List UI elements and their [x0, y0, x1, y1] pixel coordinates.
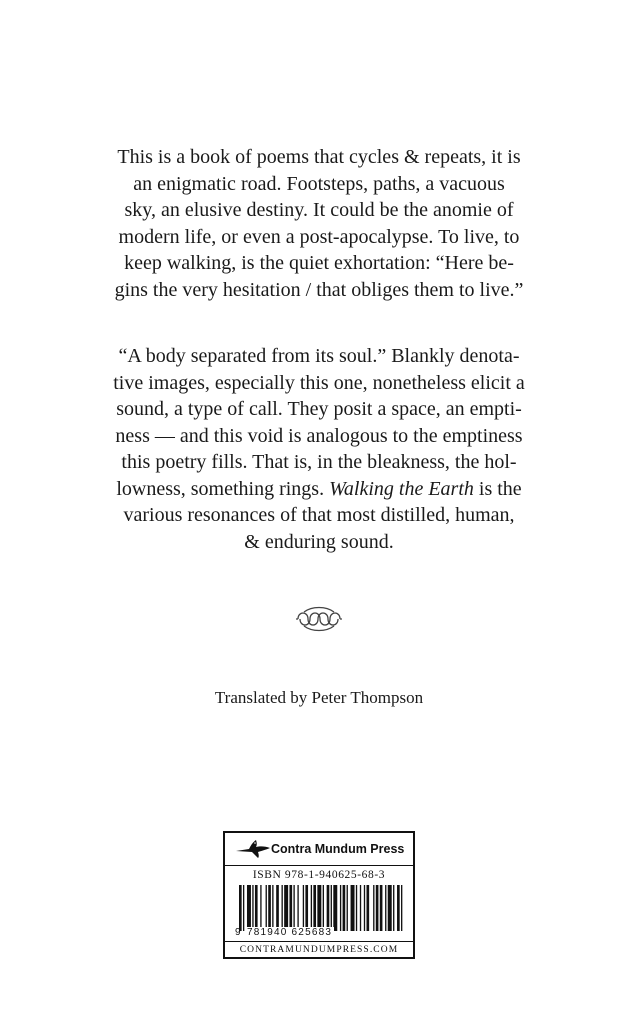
barcode-bar: [393, 885, 394, 931]
book-title: Walking the Earth: [329, 477, 474, 500]
barcode-bar: [380, 885, 383, 931]
blurb-line: sky, an elusive destiny. It could be the anomie of: [124, 199, 514, 221]
blurb-line: This is a book of poems that cycles & repeats, it is: [117, 146, 521, 168]
blurb-line-start: lowness, something rings.: [116, 477, 325, 500]
barcode-bar: [311, 885, 312, 931]
barcode-bars: [239, 885, 405, 931]
publisher-name: Contra Mundum Press: [271, 842, 405, 856]
barcode-bar: [397, 885, 400, 931]
barcode-bar: [401, 885, 402, 931]
barcode-bar: [373, 885, 374, 931]
barcode-bar: [255, 885, 258, 931]
barcode-bar: [268, 885, 271, 931]
publisher-row: [225, 833, 413, 866]
barcode-digits: [235, 927, 405, 941]
blurb-paragraph-2: [95, 343, 543, 555]
barcode-bar: [364, 885, 365, 931]
blurb-line: modern life, or even a post-apocalypse. To live, to: [118, 225, 520, 248]
barcode-bar: [327, 885, 330, 931]
barcode-bar: [347, 885, 348, 931]
barcode-bar: [293, 885, 294, 931]
blurb-line: keep walking, is the quiet exhortation: “Here be-: [124, 252, 514, 274]
barcode-bar: [385, 885, 386, 931]
barcode-bar: [376, 885, 379, 931]
publisher-url: CONTRAMUNDUMPRESS.COM: [225, 941, 413, 958]
barcode-panel: [223, 831, 415, 959]
barcode-bar: [252, 885, 253, 931]
blurb-line: this poetry fills. That is, in the bleakness, the hol-: [121, 451, 517, 473]
isbn-label: ISBN 978-1-940625-68-3: [252, 869, 386, 881]
blurb-line-with-title: [95, 476, 543, 503]
barcode-bar: [343, 885, 346, 931]
barcode-bar: [243, 885, 244, 931]
barcode-bar: [366, 885, 369, 931]
blurb-line: ness — and this void is analogous to the emptiness: [115, 424, 523, 447]
knot-ornament-icon: [294, 604, 344, 634]
bird-logo-icon: [235, 837, 271, 859]
blurb-paragraph-1: [95, 144, 543, 303]
barcode-bar: [388, 885, 392, 931]
barcode-bar: [303, 885, 304, 931]
blurb-line: an enigmatic road. Footsteps, paths, a vacuous: [133, 172, 505, 195]
barcode-bar: [356, 885, 357, 931]
barcode-bar: [305, 885, 308, 931]
barcode-bar: [276, 885, 279, 931]
barcode-bar: [289, 885, 292, 931]
barcode-bar: [272, 885, 273, 931]
barcode-lead-digit: 9: [235, 927, 241, 938]
barcode-bar: [360, 885, 361, 931]
barcode-bar: [297, 885, 298, 931]
barcode-bar: [282, 885, 283, 931]
barcode-bar: [351, 885, 355, 931]
barcode-bar: [284, 885, 288, 931]
blurb-line-end: is the: [473, 477, 522, 500]
translator-credit: Translated by Peter Thompson: [214, 688, 424, 707]
barcode-bar: [239, 885, 242, 931]
barcode-bar: [317, 885, 321, 931]
blurb-line: gins the very hesitation / that obliges them to live.”: [114, 278, 524, 301]
barcode-bar: [331, 885, 332, 931]
barcode-bar: [313, 885, 316, 931]
barcode-bar: [340, 885, 341, 931]
barcode-bar: [323, 885, 324, 931]
barcode-bar: [266, 885, 267, 931]
barcode-number: 781940 625683: [247, 927, 333, 938]
blurb-line: sound, a type of call. They posit a space, an empti-: [116, 398, 522, 420]
blurb-line: various resonances of that most distilled, human,: [123, 504, 515, 526]
blurb-line: “A body separated from its soul.” Blankly denota-: [118, 345, 520, 367]
barcode-bar: [333, 885, 337, 931]
blurb-line: tive images, especially this one, nonetheless elicit a: [113, 371, 525, 394]
barcode-bar: [260, 885, 261, 931]
blurb-line: & enduring sound.: [244, 530, 394, 553]
barcode-bar: [247, 885, 251, 931]
